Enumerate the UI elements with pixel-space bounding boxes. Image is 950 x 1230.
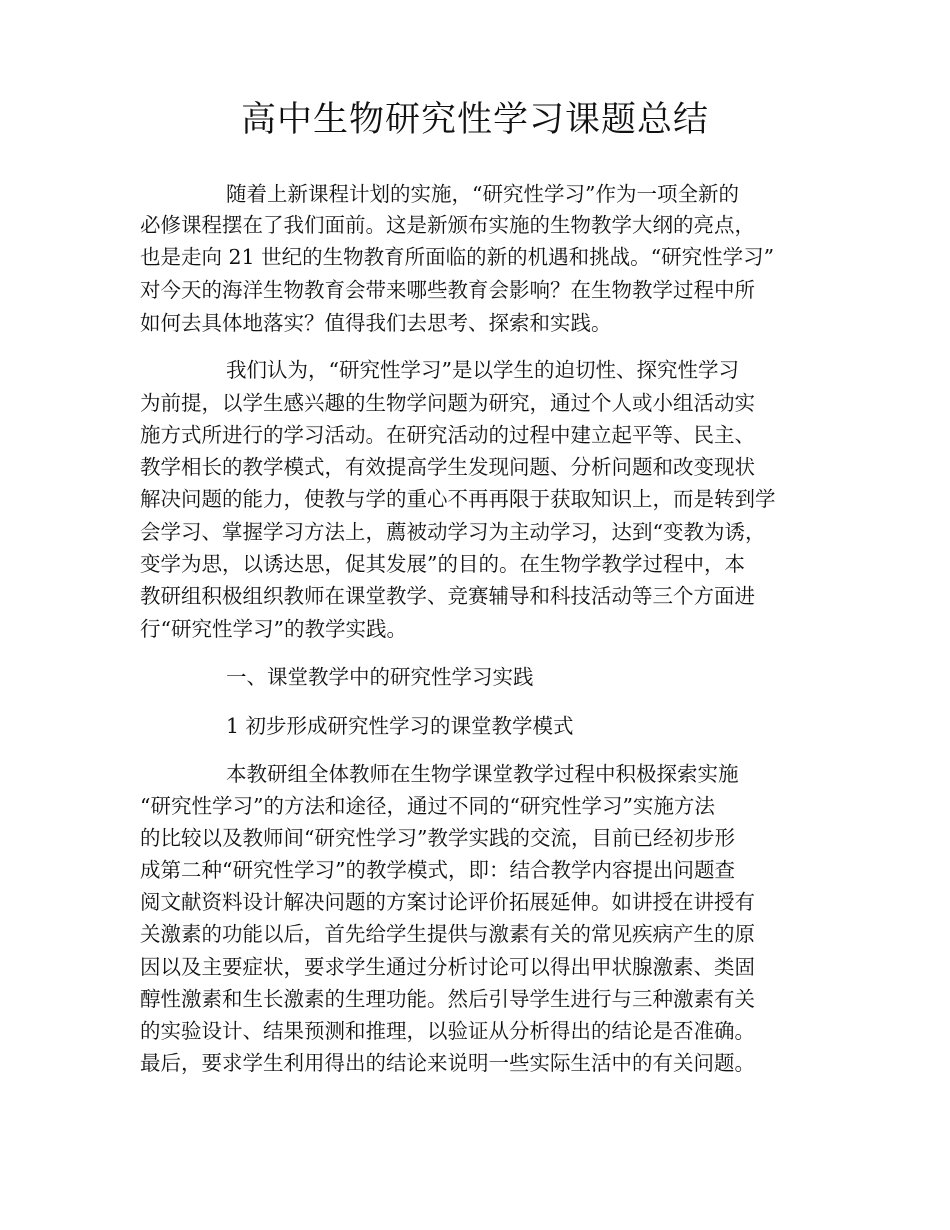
paragraph-2-line-1: 我们认为，“研究性学习”是以学生的迫切性、探究性学习 — [226, 358, 739, 382]
subsection-heading: 1 初步形成研究性学习的课堂教学模式 — [226, 714, 574, 738]
document-title: 高中生物研究性学习课题总结 — [240, 100, 709, 140]
paragraph-3-line-7: 因以及主要症状，要求学生通过分析讨论可以得出甲状腺激素、类固 — [140, 955, 755, 979]
paragraph-3-line-10: 最后，要求学生利用得出的结论来说明一些实际生活中的有关问题。 — [140, 1051, 755, 1075]
paragraph-1-line-1: 随着上新课程计划的实施，“研究性学习”作为一项全新的 — [226, 182, 739, 206]
paragraph-3-line-2: “研究性学习”的方法和途径，通过不同的“研究性学习”实施方法 — [140, 794, 715, 818]
paragraph-2-line-3: 施方式所进行的学习活动。在研究活动的过程中建立起平等、民主、 — [140, 423, 755, 447]
paragraph-3-line-3: 的比较以及教师间“研究性学习”教学实践的交流，目前已经初步形 — [140, 826, 735, 850]
paragraph-2-line-2: 为前提，以学生感兴趣的生物学问题为研究，通过个人或小组活动实 — [140, 391, 755, 415]
paragraph-3-line-6: 关激素的功能以后，首先给学生提供与激素有关的常见疾病产生的原 — [140, 922, 755, 946]
paragraph-3-line-1: 本教研组全体教师在生物学课堂教学过程中积极探索实施 — [226, 762, 739, 786]
paragraph-2-line-5: 解决问题的能力，使教与学的重心不再再限于获取知识上，而是转到学 — [140, 487, 776, 511]
paragraph-3-line-9: 的实验设计、结果预测和推理，以验证从分析得出的结论是否准确。 — [140, 1019, 755, 1043]
paragraph-1-line-2: 必修课程摆在了我们面前。这是新颁布实施的生物教学大纲的亮点， — [140, 213, 755, 237]
paragraph-2-line-7: 变学为思，以诱达思，促其发展”的目的。在生物学教学过程中，本 — [140, 552, 745, 576]
paragraph-1-line-4: 对今天的海洋生物教育会带来哪些教育会影响？在生物教学过程中所 — [140, 278, 755, 302]
paragraph-2-line-4: 教学相长的教学模式，有效提高学生发现问题、分析问题和改变现状 — [140, 455, 755, 479]
paragraph-3-line-5: 阅文献资料设计解决问题的方案讨论评价拓展延伸。如讲授在讲授有 — [140, 890, 755, 914]
section-heading: 一、课堂教学中的研究性学习实践 — [226, 665, 534, 689]
paragraph-2-line-9: 行“研究性学习”的教学实践。 — [140, 617, 407, 641]
paragraph-3-line-4: 成第二种“研究性学习”的教学模式，即：结合教学内容提出问题查 — [140, 858, 735, 882]
paragraph-2-line-8: 教研组积极组织教师在课堂教学、竞赛辅导和科技活动等三个方面进 — [140, 584, 755, 608]
paragraph-1-line-5: 如何去具体地落实？值得我们去思考、探索和实践。 — [140, 311, 612, 335]
paragraph-2-line-6: 会学习、掌握学习方法上，薦被动学习为主动学习，达到“变教为诱， — [140, 520, 766, 544]
paragraph-3-line-8: 醇性激素和生长激素的生理功能。然后引导学生进行与三种激素有关 — [140, 987, 755, 1011]
paragraph-1-line-3: 也是走向 21 世纪的生物教育所面临的新的机遇和挑战。“研究性学习” — [140, 245, 775, 269]
